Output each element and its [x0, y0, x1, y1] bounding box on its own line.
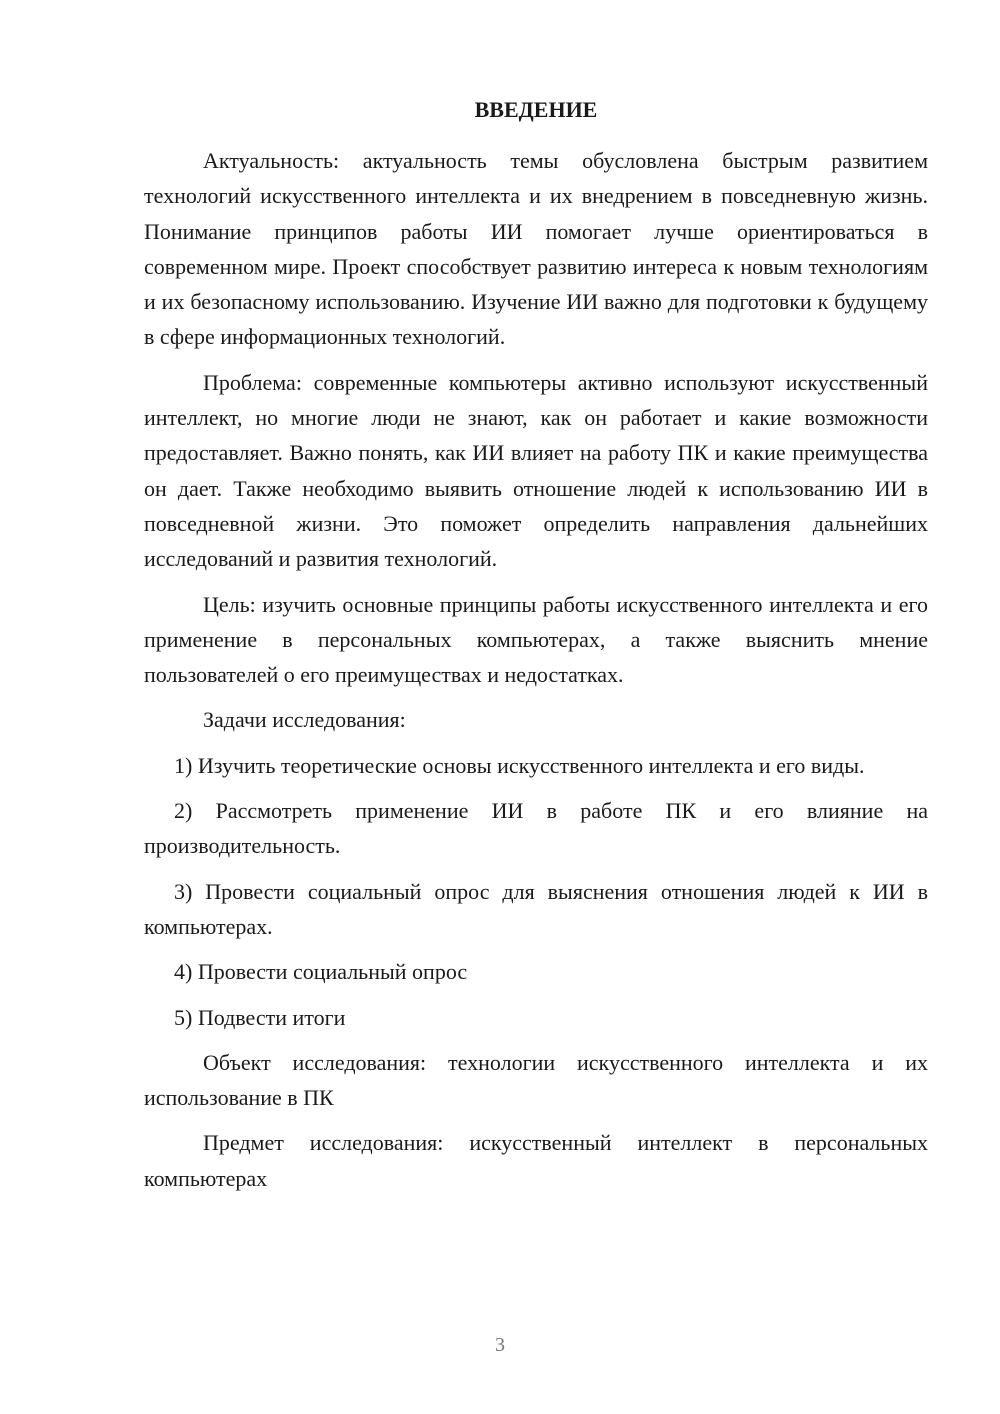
document-page: [144, 92, 928, 1196]
page-title: ВВЕДЕНИЕ: [474, 97, 598, 122]
paragraph-object: Объект исследования: технологии искусственного интеллекта и их использование в ПК: [144, 1049, 928, 1111]
paragraph-problem: Проблема: современные компьютеры активно используют искусственный интеллект, но многие люди не знают, как он работает и какие возможности предоставляет. Важно понять, как ИИ влияет на работу ПК и какие преимущества он дает. Также необходимо выявить отношение людей к использованию ИИ в повседневной жизни. Это поможет определить направления дальнейших исследований и развития технологий.: [144, 369, 928, 572]
task-item-1: 1) Изучить теоретические основы искусственного интеллекта и его виды.: [174, 752, 865, 778]
paragraph-relevance: Актуальность: актуальность темы обусловлена быстрым развитием технологий искусственного интеллекта и их внедрением в повседневную жизнь. Понимание принципов работы ИИ помогает лучше ориентироваться в современном мире. Проект способствует развитию интереса к новым технологиям и их безопасному использованию. Изучение ИИ важно для подготовки к будущему в сфере информационных технологий.: [144, 148, 928, 350]
task-item-2: 2) Рассмотреть применение ИИ в работе ПК и его влияние на производительность.: [144, 798, 928, 859]
paragraph-goal: Цель: изучить основные принципы работы искусственного интеллекта и его применение в персональных компьютерах, а также выяснить мнение пользователей о его преимуществах и недостатках.: [144, 591, 928, 688]
task-item-4: 4) Провести социальный опрос: [174, 959, 468, 985]
paragraph-subject: Предмет исследования: искусственный интеллект в персональных компьютерах: [144, 1130, 928, 1191]
page-number: 3: [495, 1334, 505, 1356]
tasks-title: Задачи исследования:: [203, 707, 406, 733]
task-item-5: 5) Подвести итоги: [174, 1004, 346, 1030]
task-item-3: 3) Провести социальный опрос для выяснения отношения людей к ИИ в компьютерах.: [144, 878, 928, 939]
